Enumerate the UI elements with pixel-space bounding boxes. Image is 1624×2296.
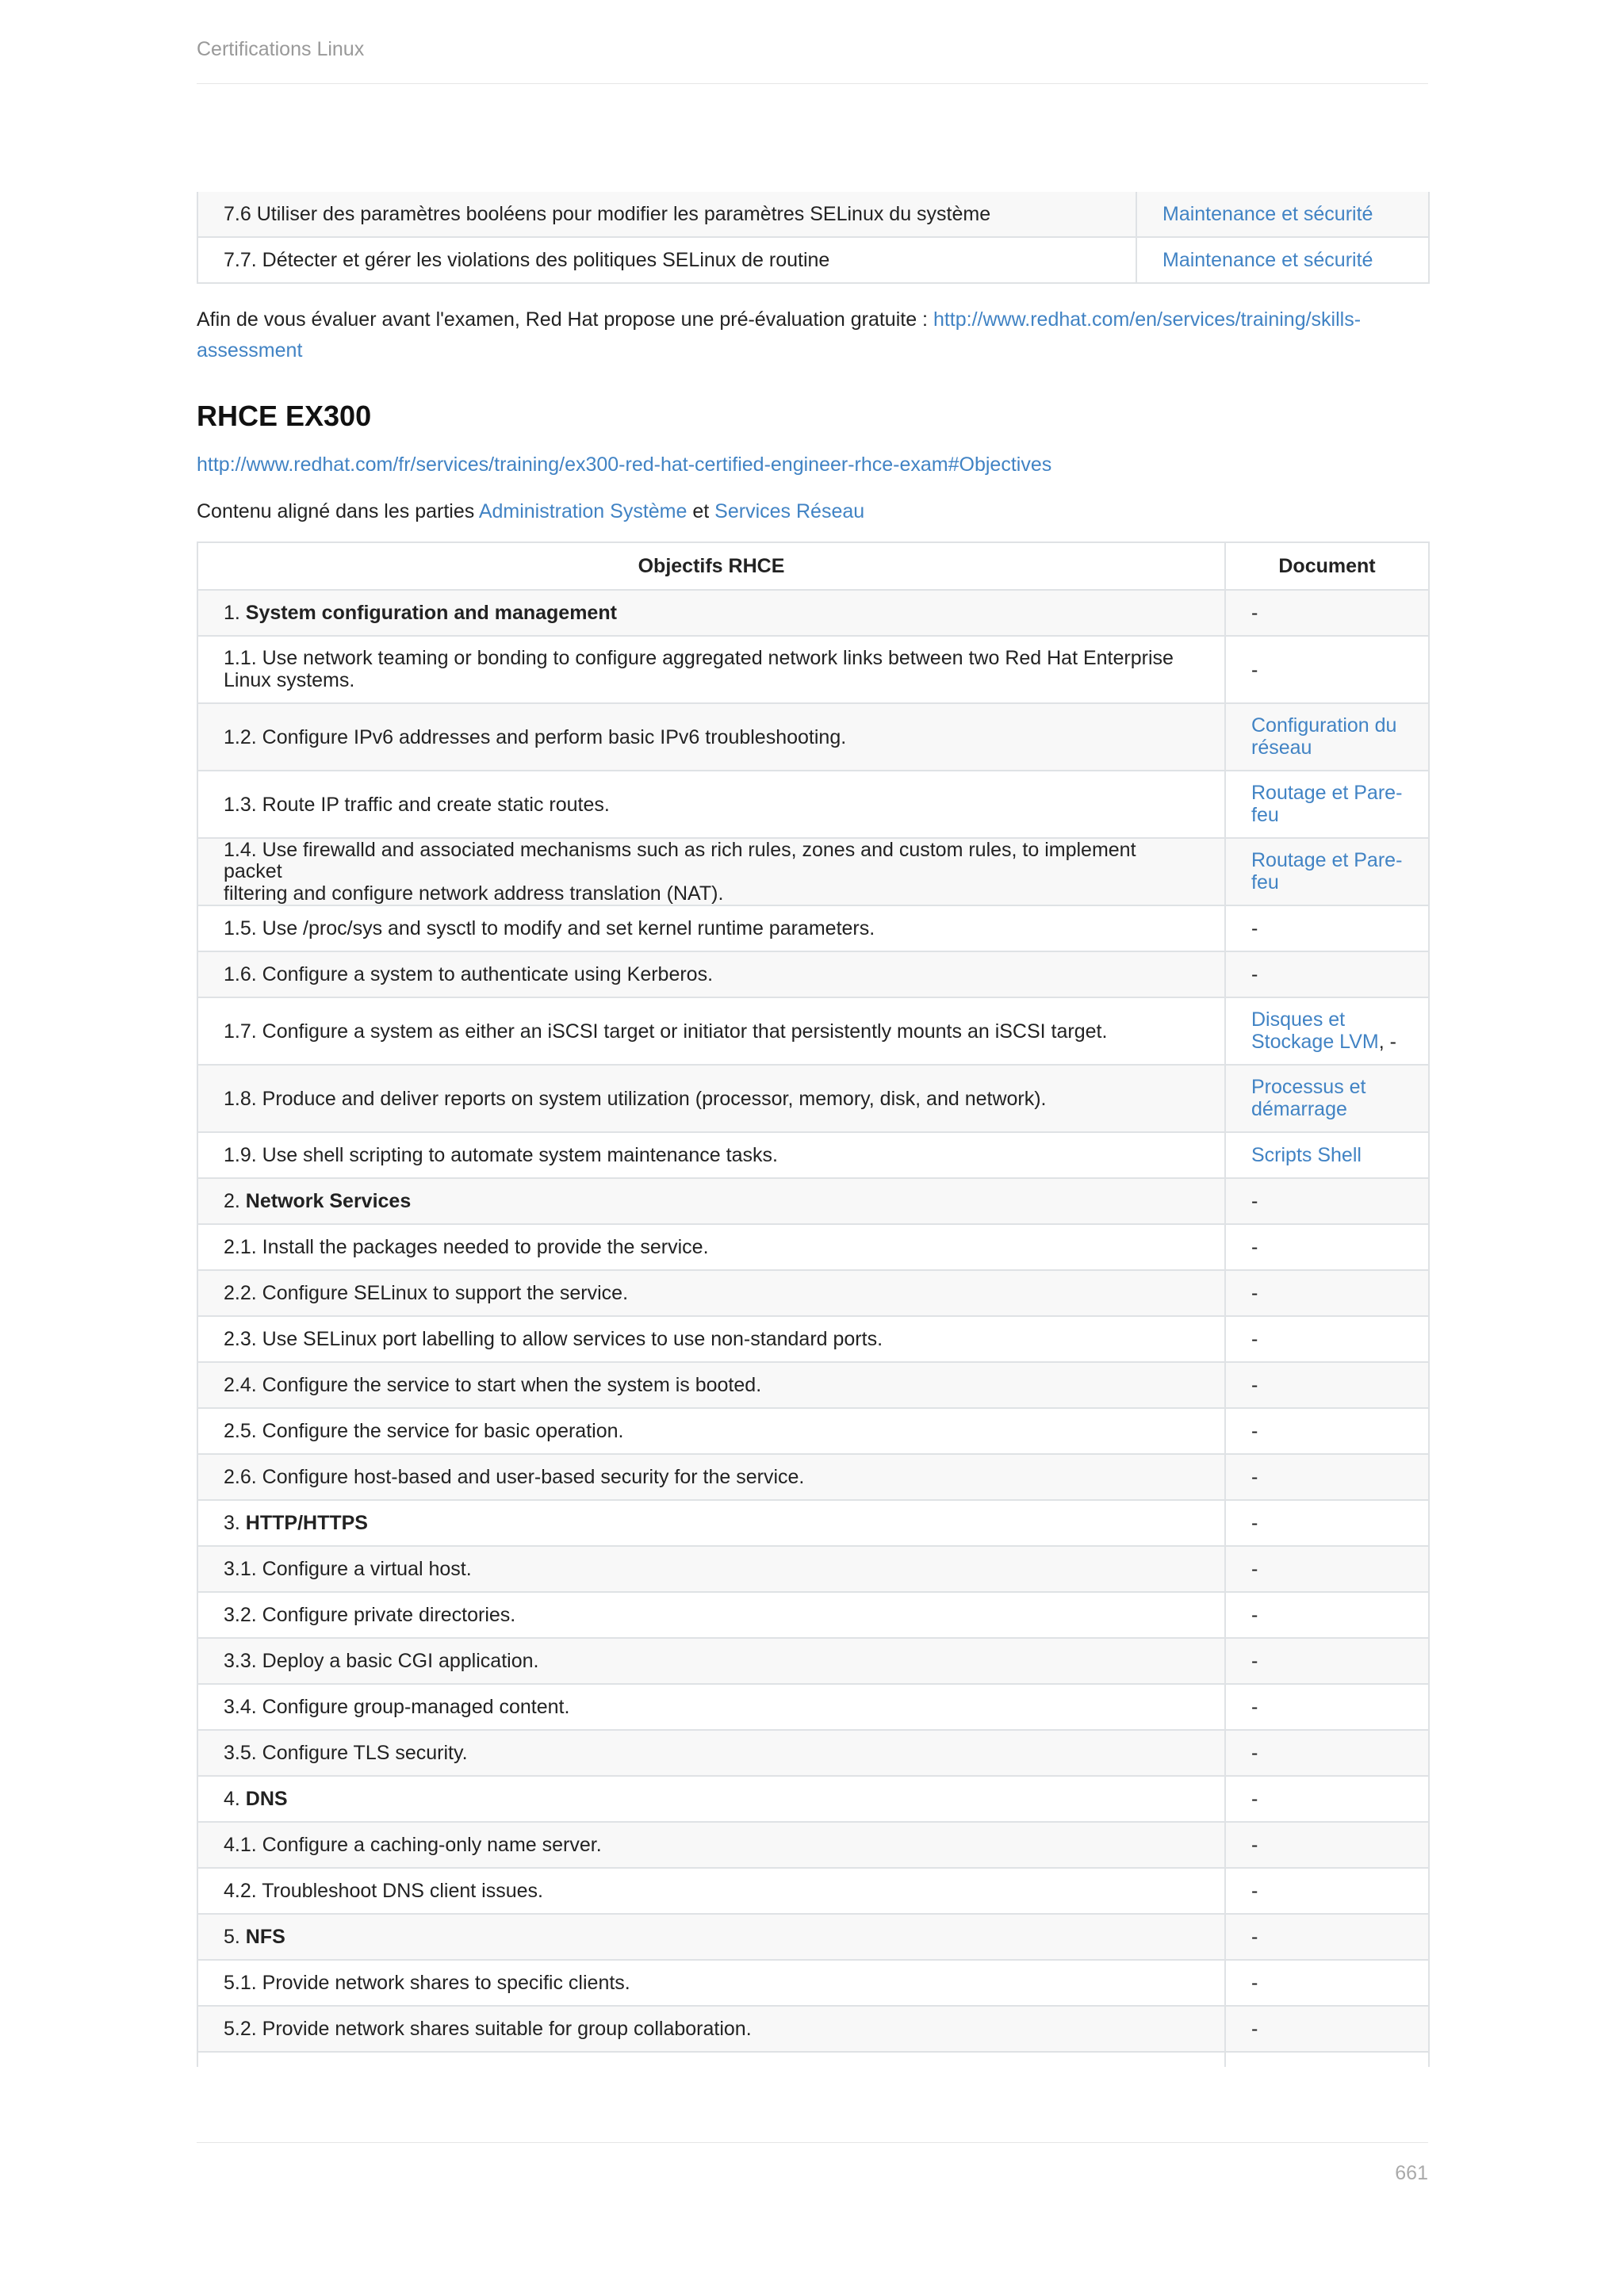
- routage-pare-feu-link[interactable]: [1251, 849, 1402, 894]
- table-row: [197, 1960, 1429, 2006]
- objective-number: 5.1.: [224, 1972, 262, 1995]
- document-cell: -: [1225, 2006, 1429, 2052]
- link-line-2: réseau: [1251, 736, 1312, 759]
- table-row: [197, 1592, 1429, 1638]
- aligned-prefix: Contenu aligné dans les parties: [197, 499, 479, 522]
- objective-number: 3.: [224, 1512, 246, 1535]
- header-document: Document: [1225, 542, 1429, 590]
- page-number: 661: [197, 2142, 1428, 2187]
- objective-cell: [197, 1178, 1225, 1224]
- table-row: [197, 1684, 1429, 1730]
- document-cell: [1136, 237, 1429, 283]
- objective-cell: [197, 636, 1225, 703]
- document-cell: -: [1225, 1730, 1429, 1776]
- objective-cell: [197, 1270, 1225, 1316]
- table-row: [197, 703, 1429, 771]
- table-row: [197, 1132, 1429, 1178]
- objective-text: Deploy a basic CGI application.: [262, 1650, 539, 1673]
- objective-text: Route IP traffic and create static routes.: [262, 793, 610, 816]
- link-line-1: Processus et: [1251, 1076, 1366, 1099]
- table-row: [197, 1822, 1429, 1868]
- objective-cell: [197, 1408, 1225, 1454]
- objective-number: 3.1.: [224, 1558, 262, 1581]
- link-line-1: Routage et Pare-: [1251, 849, 1403, 872]
- objective-heading: Network Services: [245, 1190, 412, 1213]
- document-cell: -: [1225, 1960, 1429, 2006]
- table-row: [197, 590, 1429, 636]
- document-cell: -: [1225, 1224, 1429, 1270]
- objective-number: 1.5.: [224, 917, 262, 940]
- objective-cell: [197, 2052, 1225, 2067]
- document-cell: [1225, 838, 1429, 905]
- continued-objectives-table: [197, 192, 1430, 284]
- aligned-content-paragraph: [197, 499, 1428, 525]
- document-cell: -: [1225, 905, 1429, 951]
- document-cell: [1225, 703, 1429, 771]
- objective-number: 1.7.: [224, 1020, 262, 1043]
- objective-cell: [197, 905, 1225, 951]
- objective-number: 3.4.: [224, 1696, 262, 1719]
- document-cell: -: [1225, 1178, 1429, 1224]
- objective-number: 1.2.: [224, 725, 262, 748]
- objective-text: Troubleshoot DNS client issues.: [262, 1880, 543, 1903]
- objective-number: 4.: [224, 1788, 246, 1811]
- objective-text: Provide network shares to specific clients.: [262, 1972, 630, 1995]
- objective-text: Install the packages needed to provide the service.: [262, 1236, 709, 1259]
- table-row: [197, 1776, 1429, 1822]
- link-line-1: Routage et Pare-: [1251, 782, 1403, 805]
- document-cell: -: [1225, 590, 1429, 636]
- objective-cell: [197, 1454, 1225, 1500]
- document-cell: -: [1225, 1868, 1429, 1914]
- intro-text: Afin de vous évaluer avant l'examen, Red Hat propose une pré-évaluation gratuite :: [197, 308, 933, 331]
- document-cell: -: [1225, 1454, 1429, 1500]
- table-row: [197, 1270, 1429, 1316]
- table-row: [197, 905, 1429, 951]
- document-cell: -: [1225, 1684, 1429, 1730]
- objective-cell: [197, 838, 1225, 905]
- objective-number: 4.2.: [224, 1880, 262, 1903]
- table-row: [197, 1730, 1429, 1776]
- objective-text: Use firewalld and associated mechanisms such as rich rules, zones and custom rules, to implement packet: [224, 838, 1136, 883]
- link-line-1: Disques et: [1251, 1008, 1346, 1031]
- objective-text: Provide network shares suitable for group collaboration.: [262, 2018, 752, 2041]
- objective-cell: [197, 1065, 1225, 1132]
- objective-cell: [197, 1730, 1225, 1776]
- table-row: [197, 838, 1429, 905]
- document-link[interactable]: Maintenance et sécurité: [1162, 248, 1373, 271]
- link-line-2: démarrage: [1251, 1097, 1347, 1120]
- rhce-objectives-table: [197, 541, 1430, 2067]
- link-line-2: Stockage LVM: [1251, 1030, 1379, 1053]
- skills-assessment-link-part1: http://www.redhat.com/en/services/training/skills-: [933, 308, 1362, 331]
- section-title: RHCE EX300: [197, 399, 372, 432]
- objective-cell: [197, 1868, 1225, 1914]
- objective-text: Configure a system as either an iSCSI target or initiator that persistently mounts an iSCSI target.: [262, 1020, 1108, 1043]
- objective-number: 2.: [224, 1190, 246, 1213]
- table-row: [197, 237, 1429, 283]
- objective-number: 2.3.: [224, 1328, 262, 1351]
- table-row: [197, 636, 1429, 703]
- objective-cell: [197, 1638, 1225, 1684]
- objective-cell: [197, 997, 1225, 1065]
- table-row: [197, 1224, 1429, 1270]
- objective-number: 4.1.: [224, 1834, 262, 1857]
- objective-number: 1.3.: [224, 793, 262, 816]
- link-line-2: feu: [1251, 803, 1279, 826]
- objective-text: Use network teaming or bonding to configure aggregated network links between two Red Hat Enterprise: [262, 647, 1174, 670]
- objective-cell: [197, 590, 1225, 636]
- table-row: [197, 1914, 1429, 1960]
- disques-stockage-lvm-link[interactable]: [1251, 1008, 1379, 1053]
- scripts-shell-link[interactable]: Scripts Shell: [1251, 1144, 1362, 1167]
- objective-cell: [197, 1316, 1225, 1362]
- table-row: [197, 1178, 1429, 1224]
- document-cell: [1225, 1132, 1429, 1178]
- objective-cell: [197, 1592, 1225, 1638]
- table-row: [197, 1638, 1429, 1684]
- services-reseau-link[interactable]: Services Réseau: [714, 499, 865, 522]
- objective-cell: [197, 1822, 1225, 1868]
- objective-number: 2.2.: [224, 1282, 262, 1305]
- objective-number: 3.5.: [224, 1742, 262, 1765]
- table-row: [197, 1454, 1429, 1500]
- document-cell: [1225, 1065, 1429, 1132]
- table-row: [197, 1546, 1429, 1592]
- objective-cell: 7.6 Utiliser des paramètres booléens pour modifier les paramètres SELinux du système: [197, 192, 1136, 237]
- exam-url-paragraph: [197, 452, 1428, 478]
- processus-demarrage-link[interactable]: [1251, 1076, 1366, 1120]
- table-row: [197, 1316, 1429, 1362]
- objective-text: Configure SELinux to support the service.: [262, 1282, 629, 1305]
- objective-number: 1.6.: [224, 963, 262, 986]
- objective-text: Configure TLS security.: [262, 1742, 468, 1765]
- objective-text: Configure a virtual host.: [262, 1558, 472, 1581]
- document-cell: [1225, 2052, 1429, 2067]
- administration-systeme-link[interactable]: Administration Système: [478, 499, 688, 522]
- configuration-reseau-link[interactable]: [1251, 714, 1396, 759]
- objective-cell: 7.7. Détecter et gérer les violations des politiques SELinux de routine: [197, 237, 1136, 283]
- objective-text: Configure the service to start when the system is booted.: [262, 1374, 762, 1397]
- objective-number: 1.: [224, 602, 246, 625]
- objective-heading: NFS: [245, 1926, 285, 1949]
- objective-number: 1.9.: [224, 1144, 262, 1167]
- objective-text-cont: filtering and configure network address translation (NAT).: [224, 882, 724, 905]
- objective-number: 2.6.: [224, 1466, 262, 1489]
- document-cell: -: [1225, 1362, 1429, 1408]
- objective-text: Use /proc/sys and sysctl to modify and set kernel runtime parameters.: [262, 917, 875, 940]
- document-cell: -: [1225, 1546, 1429, 1592]
- table-row: [197, 1362, 1429, 1408]
- document-suffix: , -: [1378, 1030, 1396, 1053]
- table-header-row: [197, 542, 1429, 590]
- objective-text-cont: Linux systems.: [224, 668, 355, 691]
- objective-cell: [197, 1500, 1225, 1546]
- objective-text: Use SELinux port labelling to allow services to use non-standard ports.: [262, 1328, 883, 1351]
- objective-number: 3.3.: [224, 1650, 262, 1673]
- objective-cell: [197, 703, 1225, 771]
- table-row: [197, 2006, 1429, 2052]
- objective-heading: DNS: [245, 1788, 288, 1811]
- exam-objectives-link[interactable]: http://www.redhat.com/fr/services/training/ex300-red-hat-certified-engineer-rhce-exam#Objectives: [197, 453, 1052, 476]
- table-row: [197, 192, 1429, 237]
- header-objectives: Objectifs RHCE: [197, 542, 1225, 590]
- objective-number: 5.2.: [224, 2018, 262, 2041]
- document-cell: -: [1225, 1638, 1429, 1684]
- link-line-2: feu: [1251, 871, 1279, 894]
- routage-pare-feu-link[interactable]: [1251, 782, 1402, 826]
- table-row: [197, 951, 1429, 997]
- document-cell: -: [1225, 1776, 1429, 1822]
- objective-number: 2.1.: [224, 1236, 262, 1259]
- objective-text: Configure IPv6 addresses and perform basic IPv6 troubleshooting.: [262, 725, 847, 748]
- objective-cell: [197, 771, 1225, 838]
- objective-cell: [197, 1684, 1225, 1730]
- objective-cell: [197, 1224, 1225, 1270]
- document-cell: -: [1225, 1408, 1429, 1454]
- objective-number: 1.1.: [224, 647, 262, 670]
- table-row: [197, 1868, 1429, 1914]
- objective-text: Configure group-managed content.: [262, 1696, 570, 1719]
- objective-text: Configure private directories.: [262, 1604, 516, 1627]
- objective-cell: [197, 2006, 1225, 2052]
- objective-text: Configure a caching-only name server.: [262, 1834, 602, 1857]
- objective-number: 1.8.: [224, 1087, 262, 1110]
- objective-heading: System configuration and management: [245, 602, 617, 625]
- document-cell: -: [1225, 951, 1429, 997]
- objective-text: Configure a system to authenticate using Kerberos.: [262, 963, 714, 986]
- pre-assessment-paragraph: [197, 304, 1428, 366]
- objective-text: Configure the service for basic operation.: [262, 1420, 624, 1443]
- objective-number: 5.: [224, 1926, 246, 1949]
- table-row-continued: [197, 2052, 1429, 2067]
- document-cell: [1225, 997, 1429, 1065]
- objective-cell: [197, 1546, 1225, 1592]
- document-cell: [1136, 192, 1429, 237]
- objective-cell: [197, 1132, 1225, 1178]
- objective-cell: [197, 1776, 1225, 1822]
- objective-number: 3.2.: [224, 1604, 262, 1627]
- aligned-mid: et: [687, 499, 715, 522]
- document-cell: -: [1225, 1822, 1429, 1868]
- document-cell: -: [1225, 1270, 1429, 1316]
- objective-number: 2.5.: [224, 1420, 262, 1443]
- skills-assessment-link-part2: assessment: [197, 339, 303, 362]
- document-cell: -: [1225, 1500, 1429, 1546]
- document-cell: -: [1225, 636, 1429, 703]
- objective-cell: [197, 1960, 1225, 2006]
- document-cell: -: [1225, 1592, 1429, 1638]
- table-row: [197, 997, 1429, 1065]
- document-cell: [1225, 771, 1429, 838]
- objective-cell: [197, 1914, 1225, 1960]
- objective-text: Produce and deliver reports on system utilization (processor, memory, disk, and network).: [262, 1087, 1047, 1110]
- document-cell: -: [1225, 1914, 1429, 1960]
- table-row: [197, 771, 1429, 838]
- objective-number: 2.4.: [224, 1374, 262, 1397]
- objective-heading: HTTP/HTTPS: [245, 1512, 368, 1535]
- objective-number: 1.4.: [224, 838, 262, 861]
- running-header: Certifications Linux: [197, 36, 1428, 84]
- link-line-1: Configuration du: [1251, 714, 1397, 737]
- table-row: [197, 1500, 1429, 1546]
- objective-text: Configure host-based and user-based security for the service.: [262, 1466, 805, 1489]
- document-link[interactable]: Maintenance et sécurité: [1162, 202, 1373, 225]
- page-content: [197, 192, 1428, 2067]
- table-row: [197, 1408, 1429, 1454]
- objective-cell: [197, 1362, 1225, 1408]
- objective-text: Use shell scripting to automate system maintenance tasks.: [262, 1144, 778, 1167]
- objective-cell: [197, 951, 1225, 997]
- document-cell: -: [1225, 1316, 1429, 1362]
- table-row: [197, 1065, 1429, 1132]
